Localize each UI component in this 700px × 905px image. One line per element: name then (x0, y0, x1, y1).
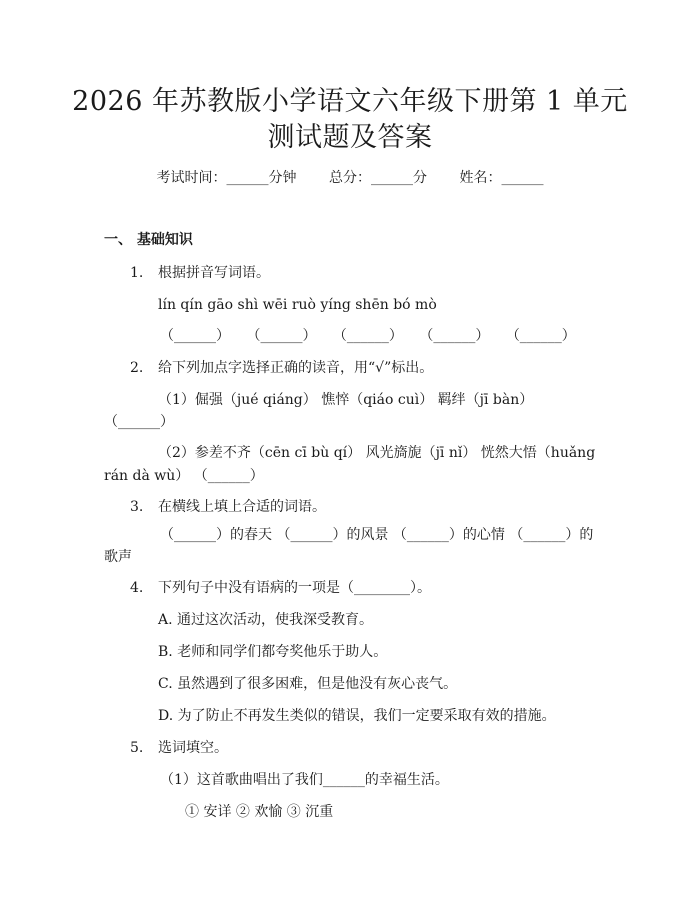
q2-item2-line1: （2）参差不齐（cēn cī bù qí） 风光旖旎（jī nǐ） 恍然大悟（huǎng (158, 445, 596, 461)
answer-blank[interactable]: （______） (332, 328, 403, 344)
q5-item1: （1）这首歌曲唱出了我们______的幸福生活。 (160, 772, 449, 788)
option-d: D. 为了防止不再发生类似的错误，我们一定要采取有效的措施。 (158, 708, 556, 724)
question-number: 3. (130, 499, 144, 515)
q2-item1-blank[interactable]: （______） (104, 414, 174, 430)
section-heading: 一、 基础知识 (104, 232, 193, 248)
question-4 (130, 578, 431, 598)
question-1 (130, 263, 270, 283)
exam-name: 姓名：______ (459, 170, 544, 186)
question-number: 2. (130, 360, 144, 376)
question-text: 选词填空。 (158, 740, 228, 756)
question-text: 根据拼音写词语。 (158, 265, 270, 281)
answer-blanks (160, 326, 588, 346)
option-b: B. 老师和同学们都夸奖他乐于助人。 (158, 644, 388, 660)
answer-blank[interactable]: （______） (505, 328, 576, 344)
question-5 (130, 738, 228, 758)
q3-fill-line1: （______）的春天 （______）的风景 （______）的心情 （______）的 (160, 527, 594, 543)
exam-time: 考试时间：______分钟 (156, 170, 297, 186)
question-number: 5. (130, 740, 144, 756)
q5-item1-choices: ① 安详 ② 欢愉 ③ 沉重 (185, 804, 334, 820)
document-title-line2: 测试题及答案 (267, 122, 433, 153)
question-text: 在横线上填上合适的词语。 (158, 499, 326, 515)
answer-blank[interactable]: （______） (419, 328, 490, 344)
question-number: 1. (130, 265, 144, 281)
option-a: A. 通过这次活动，使我深受教育。 (158, 612, 374, 628)
answer-blank[interactable]: （______） (160, 328, 230, 344)
exam-info (0, 168, 700, 188)
question-2 (130, 358, 433, 378)
question-text: 下列句子中没有语病的一项是（________）。 (158, 580, 431, 596)
q2-item1-line1: （1）倔强（jué qiáng） 憔悴（qiáo cuì） 羁绊（jī bàn） (158, 392, 534, 408)
pinyin-line: lín qín gāo shì wēi ruò yíng shēn bó mò (158, 297, 437, 313)
exam-score: 总分：______分 (329, 170, 427, 186)
question-3 (130, 497, 326, 517)
question-text: 给下列加点字选择正确的读音，用“√”标出。 (158, 360, 434, 376)
option-c: C. 虽然遇到了很多困难，但是他没有灰心丧气。 (158, 676, 458, 692)
answer-blank[interactable]: （______） (246, 328, 317, 344)
document-title-line1: 2026 年苏教版小学语文六年级下册第 1 单元 (72, 86, 628, 117)
q2-item2-line2: rán dà wù） （______） (104, 468, 264, 484)
q3-fill-line2: 歌声 (104, 549, 132, 565)
question-number: 4. (130, 580, 144, 596)
